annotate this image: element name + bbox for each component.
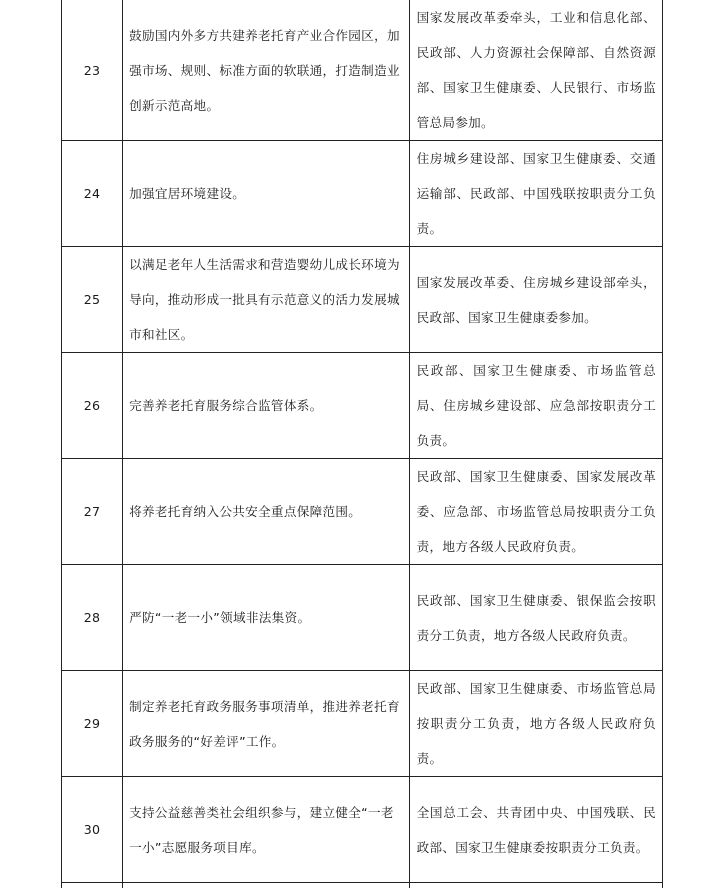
responsible-departments: 民政部、国家卫生健康委、银保监会按职责分工负责，地方各级人民政府负责。: [409, 565, 662, 671]
row-number: 23: [62, 0, 123, 141]
row-number: 30: [62, 777, 123, 883]
table-cell-empty: [62, 883, 123, 888]
policy-task-table: [61, 0, 663, 888]
row-number: 27: [62, 459, 123, 565]
table-row: [62, 671, 663, 777]
responsible-departments: 全国总工会、共青团中央、中国残联、民政部、国家卫生健康委按职责分工负责。: [409, 777, 662, 883]
measure-text: 支持公益慈善类社会组织参与，建立健全“一老一小”志愿服务项目库。: [123, 777, 409, 883]
responsible-departments: 国家发展改革委、住房城乡建设部牵头，民政部、国家卫生健康委参加。: [409, 247, 662, 353]
measure-text: 鼓励国内外多方共建养老托育产业合作园区，加强市场、规则、标准方面的软联通，打造制造业创新示范高地。: [123, 0, 409, 141]
table-row: [62, 141, 663, 247]
table-row: [62, 777, 663, 883]
table-row: [62, 0, 663, 141]
row-number: 28: [62, 565, 123, 671]
table-row: [62, 247, 663, 353]
measure-text: 以满足老年人生活需求和营造婴幼儿成长环境为导向，推动形成一批具有示范意义的活力发展城市和社区。: [123, 247, 409, 353]
responsible-departments: 民政部、国家卫生健康委、市场监管总局按职责分工负责，地方各级人民政府负责。: [409, 671, 662, 777]
measure-text: 制定养老托育政务服务事项清单，推进养老托育政务服务的“好差评”工作。: [123, 671, 409, 777]
table-cell-empty: [409, 883, 662, 888]
table-cell-empty: [123, 883, 409, 888]
measure-text: 加强宜居环境建设。: [123, 141, 409, 247]
row-number: 26: [62, 353, 123, 459]
responsible-departments: 国家发展改革委牵头，工业和信息化部、民政部、人力资源社会保障部、自然资源部、国家卫生健康委、人民银行、市场监管总局参加。: [409, 0, 662, 141]
responsible-departments: 住房城乡建设部、国家卫生健康委、交通运输部、民政部、中国残联按职责分工负责。: [409, 141, 662, 247]
table-row-continuation: [62, 883, 663, 888]
row-number: 24: [62, 141, 123, 247]
measure-text: 严防“一老一小”领域非法集资。: [123, 565, 409, 671]
row-number: 25: [62, 247, 123, 353]
table-row: [62, 459, 663, 565]
table-row: [62, 565, 663, 671]
measure-text: 将养老托育纳入公共安全重点保障范围。: [123, 459, 409, 565]
responsible-departments: 民政部、国家卫生健康委、市场监管总局、住房城乡建设部、应急部按职责分工负责。: [409, 353, 662, 459]
row-number: 29: [62, 671, 123, 777]
responsible-departments: 民政部、国家卫生健康委、国家发展改革委、应急部、市场监管总局按职责分工负责，地方各级人民政府负责。: [409, 459, 662, 565]
measure-text: 完善养老托育服务综合监管体系。: [123, 353, 409, 459]
table-row: [62, 353, 663, 459]
